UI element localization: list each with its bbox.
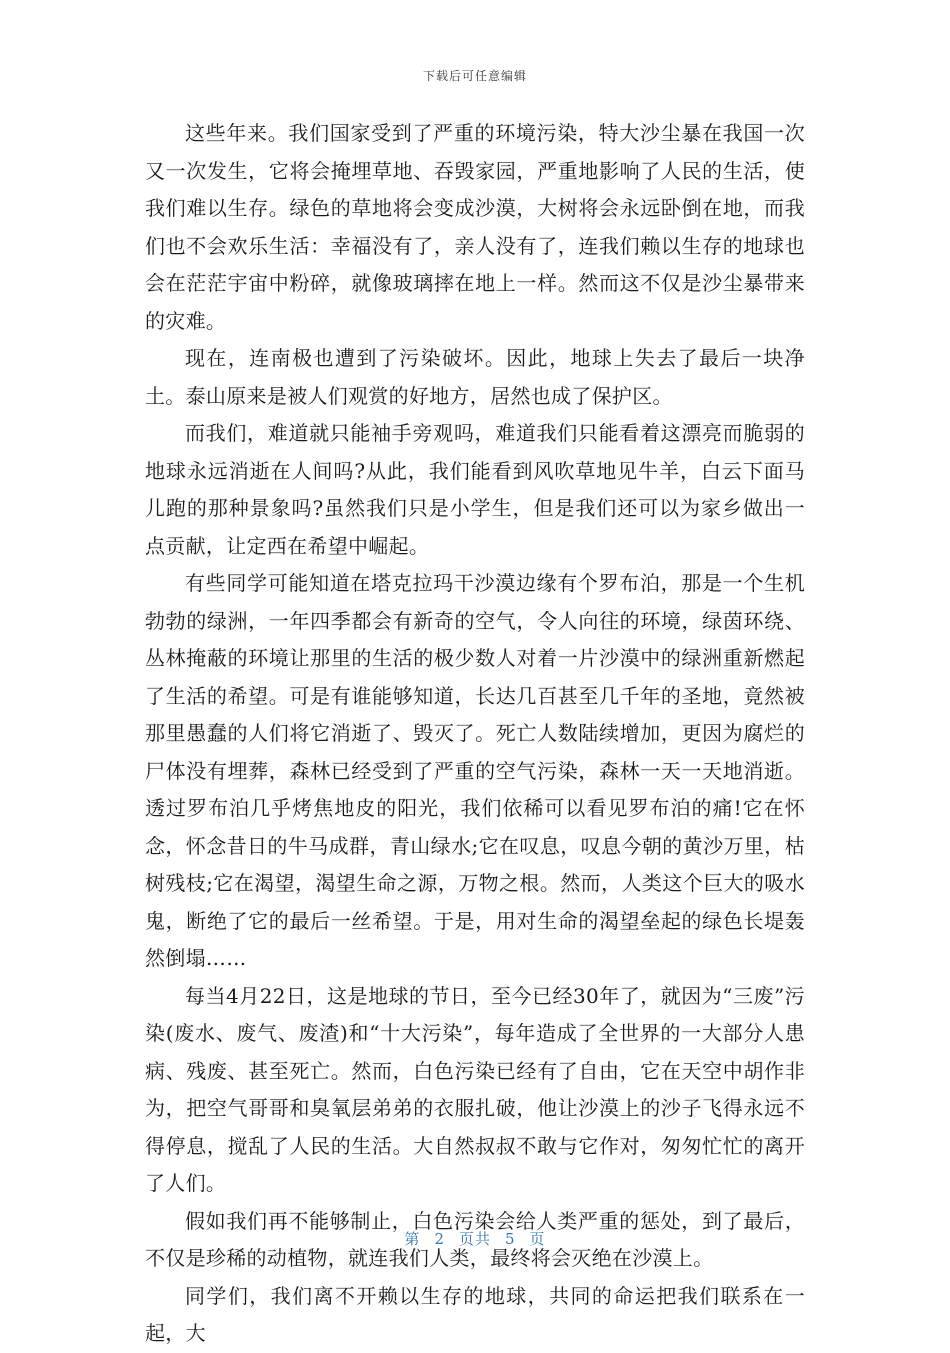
page-header-note: 下载后可任意编辑 (422, 69, 527, 83)
paragraph-1: 这些年来。我们国家受到了严重的环境污染，特大沙尘暴在我国一次又一次发生，它将会掩埋草地、吞毁家园，严重地影响了人民的生活，使我们难以生存。绿色的草地将会变成沙漠，大树将会永远卧倒在地，而我们也不会欢乐生活：幸福没有了，亲人没有了，连我们赖以生存的地球也会在茫茫宇宙中粉碎，就像玻璃摔在地上一样。然而这不仅是沙尘暴带来的灾难。 (145, 121, 805, 333)
page-number-footer (0, 1228, 950, 1249)
footer-suffix: 页 (529, 1230, 546, 1248)
paragraph-7: 同学们，我们离不开赖以生存的地球，共同的命运把我们联系在一起，大 (145, 1283, 805, 1345)
footer-middle: 页共 (458, 1230, 491, 1248)
footer-prefix: 第 (404, 1230, 421, 1248)
paragraph-6: 假如我们再不能够制止，白色污染会给人类严重的惩处，到了最后，不仅是珍稀的动植物，就连我们人类，最终将会灭绝在沙漠上。 (145, 1208, 805, 1270)
document-body (145, 115, 805, 1353)
paragraph-3: 而我们，难道就只能袖手旁观吗，难道我们只能看着这漂亮而脆弱的地球永远消逝在人间吗?从此，我们能看到风吹草地见牛羊，白云下面马儿跑的那种景象吗?虽然我们只是小学生，但是我们还可以为家乡做出一点贡献，让定西在希望中崛起。 (145, 421, 805, 558)
paragraph-4: 有些同学可能知道在塔克拉玛干沙漠边缘有个罗布泊，那是一个生机勃勃的绿洲，一年四季都会有新奇的空气，令人向往的环境，绿茵环绕、丛林掩蔽的环境让那里的生活的极少数人对着一片沙漠中的绿洲重新燃起了生活的希望。可是有谁能够知道，长达几百甚至几千年的圣地，竟然被那里愚蠢的人们将它消逝了、毁灭了。死亡人数陆续增加，更因为腐烂的尸体没有埋葬，森林已经受到了严重的空气污染，森林一天一天地消逝。透过罗布泊几乎烤焦地皮的阳光，我们依稀可以看见罗布泊的痛!它在怀念，怀念昔日的牛马成群，青山绿水;它在叹息，叹息今朝的黄沙万里，枯树残枝;它在渴望，渴望生命之源，万物之根。然而，人类这个巨大的吸水鬼，断绝了它的最后一丝希望。于是，用对生命的渴望垒起的绿色长堤轰然倒塌…… (145, 571, 805, 970)
footer-total-pages: 5 (505, 1230, 516, 1248)
paragraph-2: 现在，连南极也遭到了污染破坏。因此，地球上失去了最后一块净土。泰山原来是被人们观赏的好地方，居然也成了保护区。 (145, 346, 805, 408)
footer-current-page: 2 (434, 1230, 445, 1248)
paragraph-5: 每当4月22日，这是地球的节日，至今已经30年了，就因为“三废”污染(废水、废气、废渣)和“十大污染”，每年造成了全世界的一大部分人患病、残废、甚至死亡。然而，白色污染已经有了自由，它在天空中胡作非为，把空气哥哥和臭氧层弟弟的衣服扎破，他让沙漠上的沙子飞得永远不得停息，搅乱了人民的生活。大自然叔叔不敢与它作对，匆匆忙忙的离开了人们。 (145, 983, 805, 1195)
